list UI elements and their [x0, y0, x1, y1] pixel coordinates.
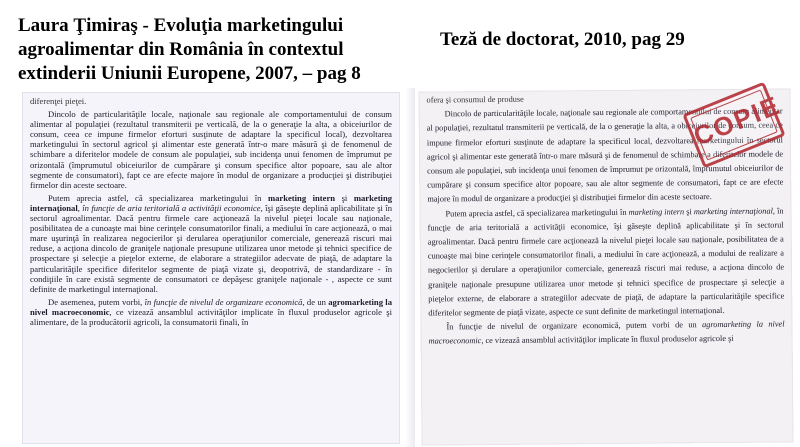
left-title: Laura Ţimiraş - Evoluţia marketingului agroalimentar din România în contextul extinderii Uniunii Europene, 2007, – pag 8 — [18, 15, 361, 84]
left-paragraph-3: De asemenea, putem vorbi, în funcţie de nivelul de organizare economică, de un agromarketing la nivel macroeconomic, ce vizează ansamblul activităţilor implicate în fluxul produselor agricole şi alimentare, de la producătorii agricoli, la consumatorii finali, în — [30, 296, 392, 327]
right-fragment-line: ofera şi consumul de produse — [426, 94, 524, 105]
right-paragraph-3: În funcţie de nivelul de organizare economică, putem vorbi de un agromarketing la nivel macroeconomic, ce vizează ansamblul activităţilor implicate în fluxul produselor agricole şi — [428, 319, 785, 347]
right-paragraph-1: Dincolo de particularităţile locale, naţionale sau regionale ale comportamentului de consum alimentar al populaţiei, rezultatul transmiterii pe verticală, de la o generaţie la alta, a obiceiurilor de consum, ceea ce impune firmelor eforturi susţinute de adaptare la specificul local, dezvoltarea marketingului în sectorul agricol şi alimentar este generată într-o mare măsură şi de fenomenul de schimbare a diferitelor modele de consum ale populaţiei, sub incidenţa unui fenomen de împrumut pe orizontală, împrumutul obiceiurilor de cumpărare şi consum specifice altor popoare, sau ale altor segmente de consumatori, fapt ce are efecte majore în modul de organizare a producţiei şi distribuţiei firmelor din aceste sectoare. — [426, 106, 784, 204]
right-title: Teză de doctorat, 2010, pag 29 — [440, 29, 685, 50]
left-fragment-line: diferenţei pieţei. — [30, 96, 87, 106]
left-paragraph-2: Putem aprecia astfel, că specializarea marketingului în marketing intern şi marketing internaţional, în funcţie de aria teritorială a activităţii economice, îşi găseşte deplină aplicabilitate şi în sectorul agroalimentar. Dacă pentru firmele care acţionează la nivelul pieţei locale sau naţionale, posibilitatea de a cunoaşte mai bine cerinţele consumatorilor finali, a mediului în care acţionează, o mai mare uşurinţă în realizarea negocierilor şi derularea operaţiunilor comerciale, generează riscuri mai reduse, a acţiona dincolo de graniţele naţionale presupune utilizarea unor metode şi tehnici specifice de prospectare şi selecţie a pieţelor externe, de elaborare a strategiilor adecvate de piaţă, de adaptare la particularităţile specifice diferitelor segmente de piaţă vizate şi, deopotrivă, de standardizare - în condiţiile în care există segmente de consumatori ce depăşesc graniţele naţionale - , aspecte ce sunt definite de marketingul internaţional. — [30, 192, 393, 294]
right-paragraph-2: Putem aprecia astfel, că specializarea marketingului în marketing intern şi marketing internaţional, în funcţie de aria teritorială a activităţii economice, îşi găseşte deplină aplicabilitate şi în sectorul agroalimentar. Dacă pentru firmele care acţionează la nivelul pieţei locale sau naţionale, posibilitatea de a cunoaşte mai bine cerinţele consumatorilor finali, a mediului în care acţionează, a modului de realizare a negocierilor şi derulare a operaţiunilor comerciale, generează riscuri mai reduse, a acţiona dincolo de graniţele naţionale presupune utilizarea unor metode şi tehnici specifice de prospectare şi selecţie a pieţelor externe, de elaborare a strategiilor adecvate de piaţă, de adaptare la particularităţile specifice diferitelor segmente de piaţă vizate, aspecte ce sunt definite de marketingul internaţional. — [427, 206, 785, 318]
left-paragraph-1: Dincolo de particularităţile locale, naţionale sau regionale ale comportamentului de consum alimentar al populaţiei (rezultatul transmiterii pe verticală, de la o generaţie la alta, a obiceiurilor de consum, ceea ce impune firmelor eforturi susţinute de adaptare la specificul local), dezvoltarea marketingului în sectorul agricol şi alimentar este generată într-o mare măsură şi de fenomenul de schimbare a diferitelor modele de consum ale populaţiei, sub incidenţa unui fenomen de împrumut pe orizontală (împrumutul obiceiurilor de cumpărare şi consum specifice altor popoare, sau ale altor segmente de consumatori), fapt ce are efecte majore în modul de organizare a producţiei şi distribuţiei firmelor din aceste sectoare. — [30, 109, 392, 190]
page-divider — [405, 88, 415, 447]
stamp-text: COPIE — [689, 89, 785, 152]
left-scanned-page — [22, 92, 400, 444]
